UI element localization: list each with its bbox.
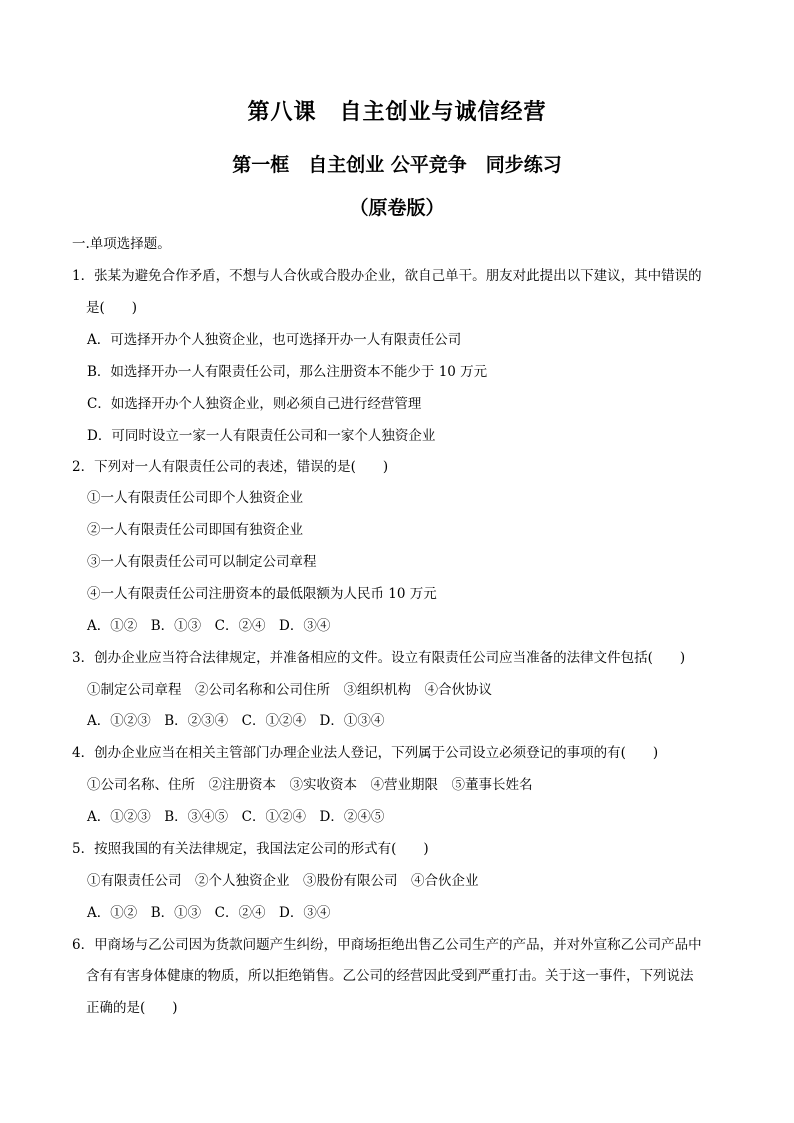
question-4-text: 4．创办企业应当在相关主管部门办理企业法人登记，下列属于公司设立必须登记的事项的有( ) (72, 745, 659, 761)
question-1-option-d: D．可同时设立一家一人有限责任公司和一家个人独资企业 (87, 428, 436, 444)
question-1-text-cont: 是( ) (86, 300, 138, 316)
question-5-statements: ①有限责任公司 ②个人独资企业 ③股份有限公司 ④合伙企业 (87, 873, 479, 889)
question-6-text-cont2: 正确的是( ) (86, 1000, 178, 1016)
question-1-option-a: A．可选择开办个人独资企业，也可选择开办一人有限责任公司 (87, 332, 462, 348)
question-2-statement-3: ③一人有限责任公司可以制定公司章程 (87, 554, 317, 570)
question-3-text: 3．创办企业应当符合法律规定，并准备相应的文件。设立有限责任公司应当准备的法律文件包括( ) (72, 650, 686, 666)
question-3-statements: ①制定公司章程 ②公司名称和公司住所 ③组织机构 ④合伙协议 (87, 682, 492, 698)
version-label: （原卷版） (349, 197, 445, 219)
page-title: 第八课 自主创业与诚信经营 (247, 99, 547, 125)
question-5-answers: A．①② B．①③ C．②④ D．③④ (87, 905, 331, 921)
question-5-text: 5．按照我国的有关法律规定，我国法定公司的形式有( ) (72, 841, 429, 857)
question-1-option-c: C．如选择开办个人独资企业，则必须自己进行经营管理 (87, 396, 422, 412)
question-4-statements: ①公司名称、住所 ②注册资本 ③实收资本 ④营业期限 ⑤董事长姓名 (87, 777, 533, 793)
question-2-statement-4: ④一人有限责任公司注册资本的最低限额为人民币 10 万元 (87, 586, 437, 602)
question-1-text: 1．张某为避免合作矛盾，不想与人合伙或合股办企业，欲自己单干。朋友对此提出以下建议，其中错误的 (72, 268, 702, 284)
question-2-statement-1: ①一人有限责任公司即个人独资企业 (87, 490, 303, 506)
question-6-text: 6．甲商场与乙公司因为货款问题产生纠纷，甲商场拒绝出售乙公司生产的产品，并对外宣称乙公司产品中 (72, 937, 702, 953)
question-2-text: 2．下列对一人有限责任公司的表述，错误的是( ) (72, 459, 389, 475)
question-1-option-b: B．如选择开办一人有限责任公司，那么注册资本不能少于 10 万元 (87, 364, 488, 380)
question-4-answers: A．①②③ B．③④⑤ C．①②④ D．②④⑤ (87, 809, 385, 825)
section-heading: 一.单项选择题。 (72, 236, 171, 252)
question-6-text-cont: 含有有害身体健康的物质，所以拒绝销售。乙公司的经营因此受到严重打击。关于这一事件，下列说法 (86, 968, 694, 984)
question-2-statement-2: ②一人有限责任公司即国有独资企业 (87, 522, 303, 538)
question-3-answers: A．①②③ B．②③④ C．①②④ D．①③④ (87, 713, 385, 729)
page-subtitle: 第一框 自主创业 公平竞争 同步练习 (232, 154, 562, 176)
question-2-answers: A．①② B．①③ C．②④ D．③④ (87, 618, 331, 634)
